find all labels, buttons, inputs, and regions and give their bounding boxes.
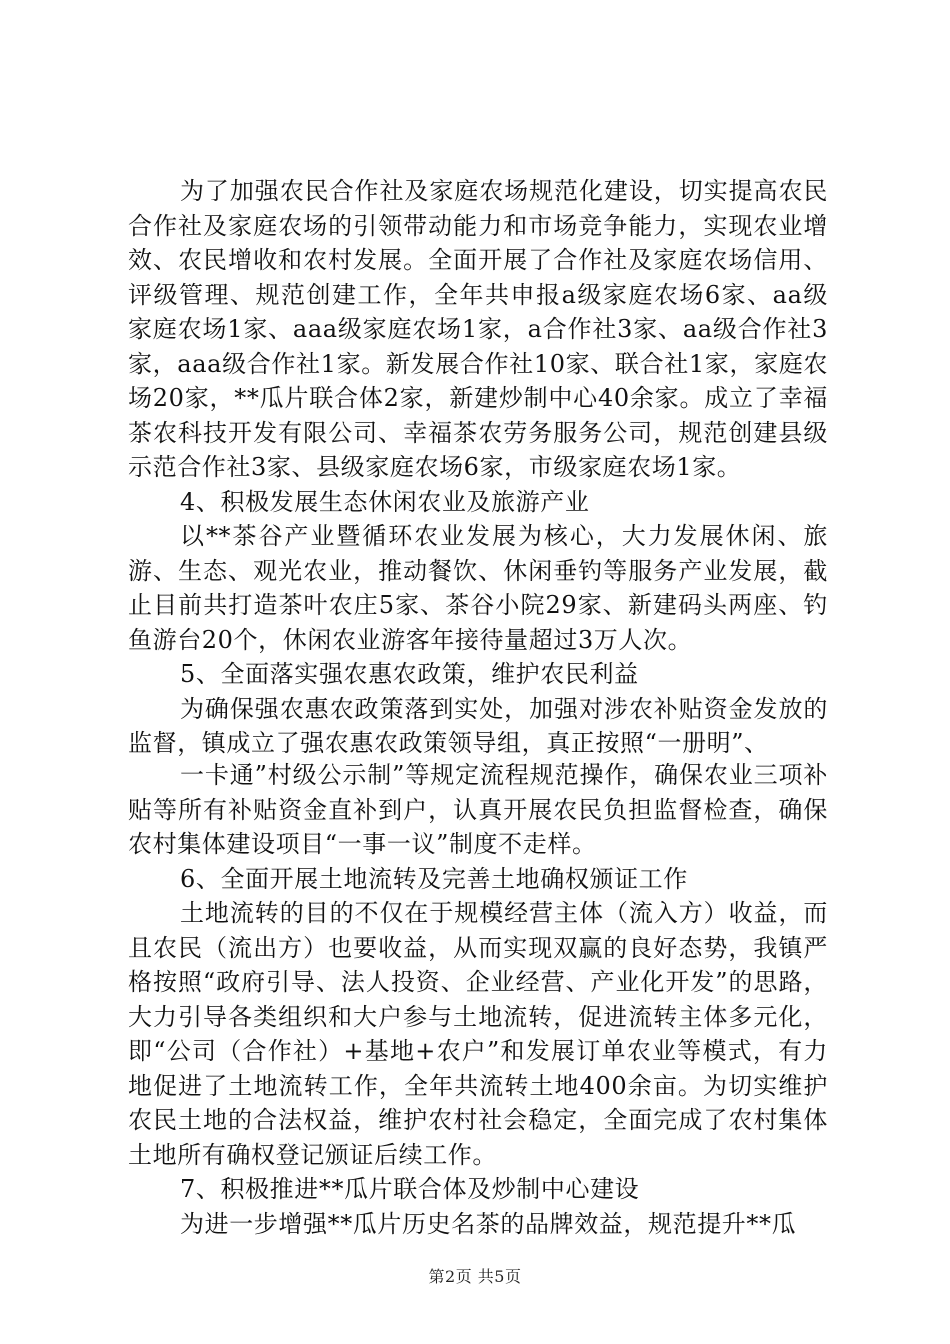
page-number-footer: 第2页 共5页 [428, 1267, 522, 1286]
heading-tea-consortium: 7、积极推进**瓜片联合体及炒制中心建设 [180, 1175, 640, 1203]
heading-eco-leisure-agriculture: 4、积极发展生态休闲农业及旅游产业 [180, 487, 590, 516]
paragraph-eco-leisure-agriculture: 以**茶谷产业暨循环农业发展为核心，大力发展休闲、旅游、生态、观光农业，推动餐饮、休闲垂钓等服务产业发展，截止目前共打造茶叶农庄5家、茶谷小院29家、新建码头两座、钓鱼游台20个，休闲农业游客年接待量超过3万人次。 [128, 522, 828, 654]
paragraph-tea-consortium: 为进一步增强**瓜片历史名茶的品牌效益，规范提升**瓜 [180, 1209, 797, 1238]
heading-agricultural-policy: 5、全面落实强农惠农政策，维护农民利益 [180, 660, 639, 688]
paragraph-policy-continued: 一卡通”村级公示制”等规定流程规范操作，确保农业三项补贴等所有补贴资金直补到户，认真开展农民负担监督检查，确保农村集体建设项目“一事一议”制度不走样。 [128, 761, 828, 858]
paragraph-cooperative-standardization: 为了加强农民合作社及家庭农场规范化建设，切实提高农民合作社及家庭农场的引领带动能力和市场竞争能力，实现农业增效、农民增收和农村发展。全面开展了合作社及家庭农场信用、评级管理、规范创建工作，全年共申报a级家庭农场6家、aa级家庭农场1家、aaa级家庭农场1家，a合作社3家、aa级合作社3家，aaa级合作社1家。新发展合作社10家、联合社1家，家庭农场20家，**瓜片联合体2家，新建炒制中心40余家。成立了幸福茶农科技开发有限公司、幸福茶农劳务服务公司，规范创建县级示范合作社3家、县级家庭农场6家，市级家庭农场1家。 [128, 177, 828, 481]
heading-land-transfer: 6、全面开展土地流转及完善土地确权颁证工作 [180, 864, 688, 893]
body-text-section-1 [128, 174, 828, 761]
paragraph-agricultural-policy: 为确保强农惠农政策落到实处，加强对涉农补贴资金发放的监督，镇成立了强农惠农政策领导组，真正按照“一册明”、 [128, 694, 828, 757]
paragraph-land-transfer: 土地流转的目的不仅在于规模经营主体（流入方）收益，而且农民（流出方）也要收益，从而实现双赢的良好态势，我镇严格按照“政府引导、法人投资、企业经营、产业化开发”的思路，大力引导各类组织和大户参与土地流转，促进流转主体多元化，即“公司（合作社）+基地+农户”和发展订单农业等模式，有力地促进了土地流转工作，全年共流转土地400余亩。为切实维护农民土地的合法权益，维护农村社会稳定，全面完成了农村集体土地所有确权登记颁证后续工作。 [128, 899, 828, 1169]
body-text-section-2 [128, 758, 828, 1241]
